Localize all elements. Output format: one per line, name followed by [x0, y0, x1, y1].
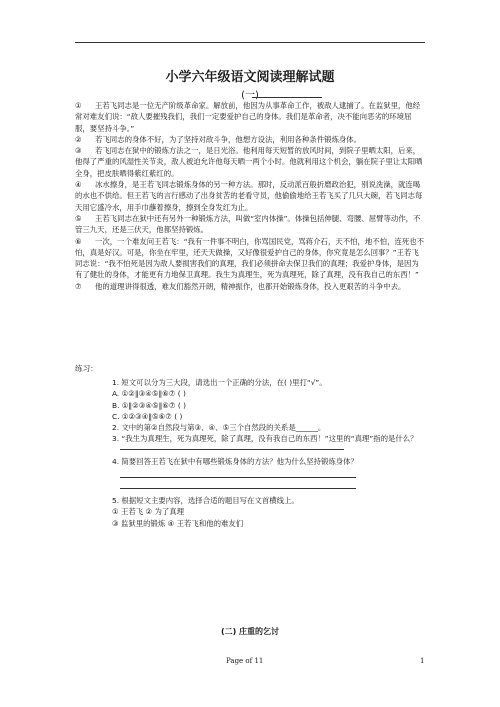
paragraph-4: ④ 冰水擦身，是王若飞同志锻炼身体的另一种方法。那时，反动派百般折磨政治犯，别说洗澡，就连喝的水也不供给。但王若飞的言行感动了出身贫苦的老看守员，他偷偷地给王若飞买了几只大碗，若飞同志每天用它盛冷水，用手巾蘸着擦身，擦到全身发红为止。 [75, 180, 423, 212]
paragraph-3: ③ 若飞同志在狱中的锻炼方法之一，是日光浴。他利用每天短暂的放风时间，到院子里晒太阳，后来，他得了严重的风湿性关节炎，敌人被迫允许他每天晒一两个小时。他就利用这个机会，躺在院子里让太阳晒全身，把皮肤晒得紫红紫红的。 [75, 146, 423, 178]
section-2-heading: (二) 庄重的乞讨 [220, 627, 280, 636]
paragraph-2: ② 若飞同志的身体不好，为了坚持对敌斗争，他想方设法，利用各种条件锻炼身体。 [75, 134, 362, 144]
questions [112, 377, 430, 529]
header-rule [75, 42, 425, 43]
document-title: 小学六年级语文阅读理解试题 [165, 70, 335, 85]
exercises-heading: 练习： [75, 364, 98, 373]
footer-page-label: Page of 11 [226, 657, 264, 665]
question-4: 4. 简要回答王若飞在狱中有哪些锻炼身体的方法？他为什么坚持锻炼身体？ [112, 456, 358, 466]
paragraph-5: ⑤ 王若飞同志在狱中还有另外一种锻炼方法，叫做“室内体操”。体操包括伸腿、弯腰、屈臂等动作，不管三九天，还是三伏天，他都坚持锻炼。 [75, 213, 421, 235]
question-1-option-c: C. ①②③④‖⑤⑥⑦ ( ) [112, 411, 183, 421]
question-5: 5. 根据短文主要内容，选择合适的题目写在文首横线上。 [112, 496, 299, 506]
footer-page-number: 1 [420, 657, 425, 665]
question-1-option-b: B. ①‖②③④⑤‖⑥⑦ ( ) [112, 400, 187, 410]
paragraph-7: ⑦ 他的道理讲得很透，难友们豁然开朗，精神振作，也都开始锻炼身体，投入更艰苦的斗争中去。 [75, 281, 406, 291]
question-3: 3. “我生为真理生，死为真理死，除了真理，没有我自己的东西！”这里的“真理”指的是什么？ [112, 434, 418, 444]
paragraph-1: ① 王若飞同志是一位无产阶级革命家。解放前，他因为从事革命工作，被敌人逮捕了。在监狱里，他经常对难友们说：“敌人要摧残我们，我们一定要爱护自己的身体。我们是革命者，决不能向恶劣的环境屈服，要坚持斗争。” [75, 101, 421, 133]
question-2: 2. 文中的第②自然段与第③、④、⑤三个自然段的关系是______。 [112, 423, 326, 433]
question-1: 1. 短文可以分为三大段，请选出一个正确的分法，在( )里打“√”。 [112, 378, 327, 387]
title-blank-line [252, 97, 322, 98]
paragraph-6: ⑥ 一次，一个难友问王若飞：“我有一件事不明白，你骂国民党，骂蒋介石，天不怕，地不怕，连死也不怕，真是好汉。可是，你坐在牢里，还天天做操，又好像很爱护自己的身体，你究竟是怎么回事？”王若飞同志说：“我不怕死是因为敌人要损害我们的真理，我们必须拼命去保卫我们的真理；我爱护身体，是因为有了健壮的身体，才能更有力地保卫真理。我生为真理生，死为真理死，除了真理，没有我自己的东西！” [75, 236, 425, 280]
question-5-options-2: ③ 监狱里的锻炼 ④ 王若飞和他的难友们 [112, 518, 244, 528]
question-1-option-a: A. ①②‖③④⑤‖⑥⑦ ( ) [112, 389, 186, 399]
passage [75, 100, 425, 292]
section-1-label: (一) [241, 90, 259, 101]
question-5-options-1: ① 王若飞 ② 为了真理 [112, 507, 185, 517]
